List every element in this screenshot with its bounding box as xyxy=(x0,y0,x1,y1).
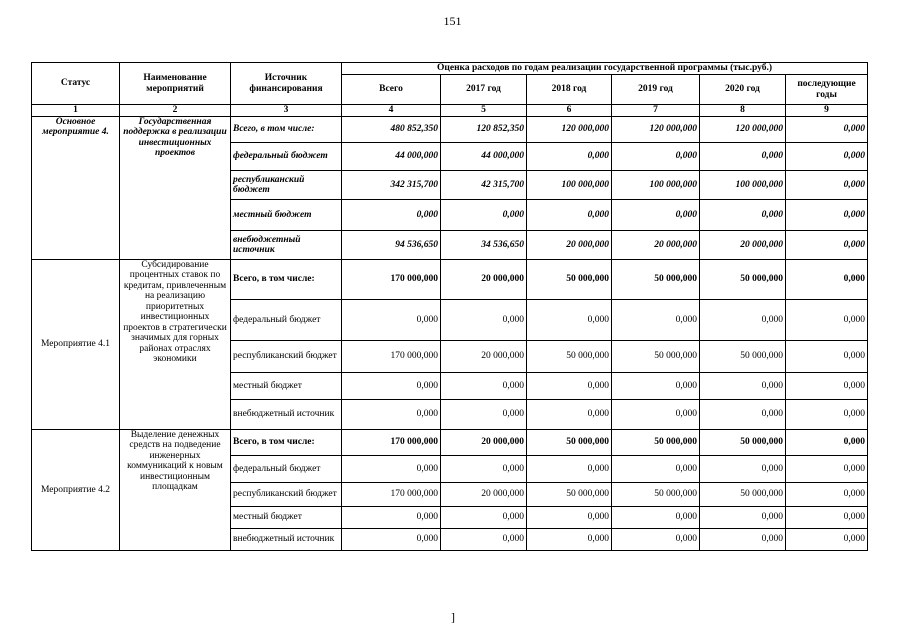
amount-cell: 100 000,000 xyxy=(527,171,612,200)
amount-cell: 44 000,000 xyxy=(342,143,441,171)
amount-cell: 0,000 xyxy=(612,143,700,171)
col-number: 1 xyxy=(32,105,120,117)
amount-cell: 0,000 xyxy=(527,200,612,231)
header-name: Наименование мероприятий xyxy=(120,63,231,105)
amount-cell: 20 000,000 xyxy=(441,483,527,507)
amount-cell: 0,000 xyxy=(786,300,868,341)
amount-cell: 0,000 xyxy=(342,300,441,341)
measure-name-cell: Выделение денежных средств на подведение инженерных коммуникаций к новым инвестиционным площадкам xyxy=(120,430,231,551)
header-source: Источник финансирования xyxy=(231,63,342,105)
amount-cell: 0,000 xyxy=(441,529,527,551)
amount-cell: 0,000 xyxy=(786,231,868,260)
amount-cell: 42 315,700 xyxy=(441,171,527,200)
amount-cell: 0,000 xyxy=(700,373,786,400)
amount-cell: 120 000,000 xyxy=(700,117,786,143)
amount-cell: 0,000 xyxy=(527,507,612,529)
amount-cell: 0,000 xyxy=(700,529,786,551)
amount-cell: 0,000 xyxy=(700,507,786,529)
budget-table xyxy=(31,62,868,551)
amount-cell: 0,000 xyxy=(527,456,612,483)
header-2019: 2019 год xyxy=(612,75,700,105)
amount-cell: 0,000 xyxy=(612,456,700,483)
amount-cell: 20 000,000 xyxy=(441,260,527,300)
status-cell: Мероприятие 4.1 xyxy=(32,260,120,430)
amount-cell: 20 000,000 xyxy=(441,430,527,456)
funding-source-cell: Всего, в том числе: xyxy=(231,117,342,143)
table-row xyxy=(32,117,868,143)
amount-cell: 0,000 xyxy=(612,400,700,430)
funding-source-cell: федеральный бюджет xyxy=(231,143,342,171)
measure-name-cell: Государственная поддержка в реализации инвестиционных проектов xyxy=(120,117,231,260)
amount-cell: 0,000 xyxy=(786,483,868,507)
amount-cell: 0,000 xyxy=(527,400,612,430)
amount-cell: 0,000 xyxy=(612,200,700,231)
amount-cell: 342 315,700 xyxy=(342,171,441,200)
header-next-years: последующие годы xyxy=(786,75,868,105)
funding-source-cell: внебюджетный источник xyxy=(231,231,342,260)
funding-source-cell: местный бюджет xyxy=(231,200,342,231)
amount-cell: 170 000,000 xyxy=(342,260,441,300)
amount-cell: 20 000,000 xyxy=(612,231,700,260)
header-2020: 2020 год xyxy=(700,75,786,105)
amount-cell: 0,000 xyxy=(786,171,868,200)
table-row xyxy=(32,260,868,300)
amount-cell: 0,000 xyxy=(786,400,868,430)
amount-cell: 120 000,000 xyxy=(527,117,612,143)
amount-cell: 0,000 xyxy=(342,456,441,483)
amount-cell: 0,000 xyxy=(700,456,786,483)
funding-source-cell: республиканский бюджет xyxy=(231,483,342,507)
amount-cell: 0,000 xyxy=(700,200,786,231)
header-status: Статус xyxy=(32,63,120,105)
amount-cell: 44 000,000 xyxy=(441,143,527,171)
amount-cell: 50 000,000 xyxy=(527,483,612,507)
amount-cell: 0,000 xyxy=(786,143,868,171)
col-number: 7 xyxy=(612,105,700,117)
funding-source-cell: федеральный бюджет xyxy=(231,456,342,483)
amount-cell: 50 000,000 xyxy=(612,483,700,507)
footer-mark: ] xyxy=(451,610,455,624)
funding-source-cell: Всего, в том числе: xyxy=(231,430,342,456)
amount-cell: 170 000,000 xyxy=(342,341,441,373)
amount-cell: 0,000 xyxy=(786,117,868,143)
funding-source-cell: федеральный бюджет xyxy=(231,300,342,341)
header-estimate: Оценка расходов по годам реализации государственной программы (тыс.руб.) xyxy=(342,63,868,75)
funding-source-cell: Всего, в том числе: xyxy=(231,260,342,300)
page-number: 151 xyxy=(443,14,462,28)
amount-cell: 50 000,000 xyxy=(527,341,612,373)
amount-cell: 0,000 xyxy=(527,300,612,341)
amount-cell: 0,000 xyxy=(700,400,786,430)
amount-cell: 170 000,000 xyxy=(342,430,441,456)
amount-cell: 100 000,000 xyxy=(612,171,700,200)
col-number: 4 xyxy=(342,105,441,117)
amount-cell: 0,000 xyxy=(612,529,700,551)
table-row xyxy=(32,430,868,456)
amount-cell: 20 000,000 xyxy=(441,341,527,373)
amount-cell: 20 000,000 xyxy=(527,231,612,260)
funding-source-cell: местный бюджет xyxy=(231,507,342,529)
amount-cell: 0,000 xyxy=(441,400,527,430)
amount-cell: 50 000,000 xyxy=(527,260,612,300)
amount-cell: 0,000 xyxy=(700,300,786,341)
amount-cell: 50 000,000 xyxy=(700,483,786,507)
amount-cell: 0,000 xyxy=(700,143,786,171)
amount-cell: 0,000 xyxy=(612,300,700,341)
amount-cell: 50 000,000 xyxy=(612,341,700,373)
amount-cell: 50 000,000 xyxy=(612,430,700,456)
amount-cell: 50 000,000 xyxy=(527,430,612,456)
amount-cell: 0,000 xyxy=(441,373,527,400)
amount-cell: 0,000 xyxy=(786,200,868,231)
header-2017: 2017 год xyxy=(441,75,527,105)
col-number: 5 xyxy=(441,105,527,117)
status-cell: Мероприятие 4.2 xyxy=(32,430,120,551)
status-cell: Основное мероприятие 4. xyxy=(32,117,120,260)
amount-cell: 120 000,000 xyxy=(612,117,700,143)
amount-cell: 0,000 xyxy=(441,200,527,231)
amount-cell: 0,000 xyxy=(786,529,868,551)
amount-cell: 34 536,650 xyxy=(441,231,527,260)
col-number: 6 xyxy=(527,105,612,117)
amount-cell: 0,000 xyxy=(527,143,612,171)
amount-cell: 0,000 xyxy=(441,300,527,341)
header-2018: 2018 год xyxy=(527,75,612,105)
amount-cell: 0,000 xyxy=(612,373,700,400)
amount-cell: 0,000 xyxy=(342,400,441,430)
amount-cell: 20 000,000 xyxy=(700,231,786,260)
col-number: 9 xyxy=(786,105,868,117)
amount-cell: 0,000 xyxy=(527,529,612,551)
amount-cell: 50 000,000 xyxy=(700,430,786,456)
amount-cell: 0,000 xyxy=(527,373,612,400)
amount-cell: 50 000,000 xyxy=(612,260,700,300)
amount-cell: 0,000 xyxy=(786,341,868,373)
funding-source-cell: внебюджетный источник xyxy=(231,400,342,430)
measure-name-cell: Субсидирование процентных ставок по кредитам, привлеченным на реализацию приоритетных инвестиционных проектов в стратегически значимых для горных районах отраслях экономики xyxy=(120,260,231,430)
amount-cell: 0,000 xyxy=(342,529,441,551)
amount-cell: 0,000 xyxy=(342,507,441,529)
amount-cell: 94 536,650 xyxy=(342,231,441,260)
amount-cell: 0,000 xyxy=(786,430,868,456)
amount-cell: 0,000 xyxy=(786,507,868,529)
amount-cell: 50 000,000 xyxy=(700,260,786,300)
column-numbers-row xyxy=(32,105,868,117)
amount-cell: 0,000 xyxy=(786,260,868,300)
amount-cell: 0,000 xyxy=(441,456,527,483)
amount-cell: 120 852,350 xyxy=(441,117,527,143)
amount-cell: 0,000 xyxy=(342,373,441,400)
col-number: 8 xyxy=(700,105,786,117)
amount-cell: 0,000 xyxy=(612,507,700,529)
funding-source-cell: местный бюджет xyxy=(231,373,342,400)
amount-cell: 0,000 xyxy=(441,507,527,529)
amount-cell: 0,000 xyxy=(786,456,868,483)
amount-cell: 480 852,350 xyxy=(342,117,441,143)
header-total: Всего xyxy=(342,75,441,105)
funding-source-cell: республиканский бюджет xyxy=(231,341,342,373)
col-number: 3 xyxy=(231,105,342,117)
col-number: 2 xyxy=(120,105,231,117)
amount-cell: 50 000,000 xyxy=(700,341,786,373)
amount-cell: 0,000 xyxy=(342,200,441,231)
amount-cell: 100 000,000 xyxy=(700,171,786,200)
amount-cell: 170 000,000 xyxy=(342,483,441,507)
amount-cell: 0,000 xyxy=(786,373,868,400)
funding-source-cell: республиканский бюджет xyxy=(231,171,342,200)
funding-source-cell: внебюджетный источник xyxy=(231,529,342,551)
